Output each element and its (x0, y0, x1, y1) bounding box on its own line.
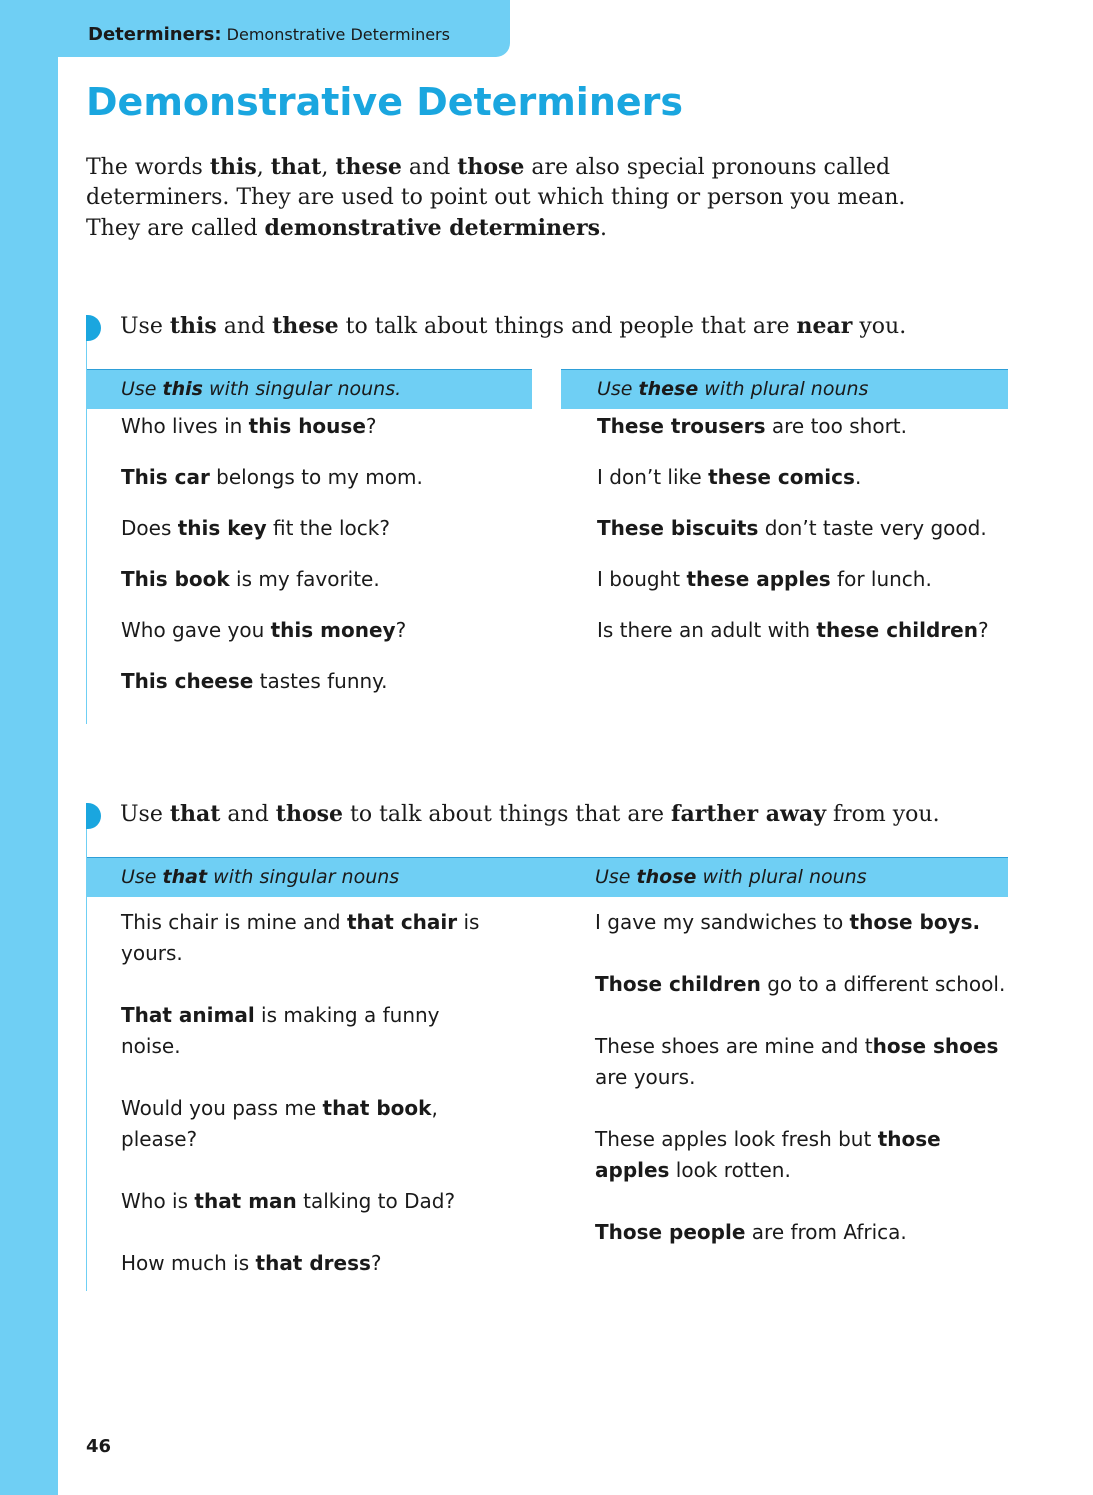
example-sentence (87, 1093, 487, 1155)
sentence-text: Would you pass me (121, 1096, 323, 1120)
sentence-text: I bought (597, 567, 687, 591)
header-text: with plural nouns (696, 866, 867, 888)
intro-paragraph (86, 152, 966, 244)
example-sentence (561, 969, 1008, 1000)
header-text: Use (597, 378, 639, 400)
example-sentence (87, 907, 487, 969)
example-sentence (561, 615, 1008, 646)
header-keyword: that (162, 866, 208, 888)
rule-text: you. (852, 314, 907, 339)
table1-right-header (561, 369, 1008, 409)
highlighted-phrase: That animal (121, 1003, 255, 1027)
rule-keyword: this (169, 313, 217, 339)
highlighted-phrase: these comics (708, 465, 855, 489)
sentence-text: These shoes are mine and t (595, 1034, 873, 1058)
highlighted-phrase: this money (270, 618, 396, 642)
subsection-label: Demonstrative Determiners (226, 25, 450, 44)
sentence-text: Who lives in (121, 414, 249, 438)
highlighted-phrase: Those children (595, 972, 761, 996)
table1-left-header (87, 369, 532, 409)
example-sentence (561, 462, 1008, 493)
header-keyword: this (162, 378, 203, 400)
rule-keyword: near (796, 313, 853, 339)
sentence-text: , please? (121, 1096, 438, 1151)
rule-text: Use (120, 802, 170, 827)
page-title: Demonstrative Determiners (86, 80, 683, 124)
sentence-text: go to a different school. (760, 972, 1006, 996)
rule-keyword: farther away (671, 801, 826, 827)
sentence-text: . (854, 465, 862, 489)
example-sentence (561, 564, 1008, 595)
example-sentence (561, 411, 1008, 442)
example-sentence (87, 564, 532, 595)
highlighted-phrase: this key (177, 516, 267, 540)
sentence-text: How much is (121, 1251, 256, 1275)
header-text: Use (595, 866, 637, 888)
table2-right-header (561, 857, 1008, 897)
sentence-text: I gave my sandwiches to (595, 910, 850, 934)
sentence-text: don’t taste very good. (758, 516, 987, 540)
keyword-term: demonstrative determiners (264, 215, 600, 241)
example-sentence (561, 513, 1008, 544)
highlighted-phrase: These trousers (597, 414, 766, 438)
highlighted-phrase: These biscuits (597, 516, 759, 540)
header-keyword: those (636, 866, 697, 888)
highlighted-phrase: This cheese (121, 669, 254, 693)
example-sentence (561, 1031, 1008, 1093)
sentence-text: is making a funny noise. (121, 1003, 440, 1058)
highlighted-phrase: hose shoes (872, 1034, 999, 1058)
side-color-bar (0, 0, 58, 1495)
highlighted-phrase: Those people (595, 1220, 746, 1244)
intro-text: and (401, 155, 458, 180)
table2-left-column (87, 857, 561, 1279)
intro-text: are also special pronouns called determiners. They are used to point out which thing or person you mean. They are called (86, 155, 906, 241)
highlighted-phrase: that chair (347, 910, 458, 934)
sentence-text: ? (370, 1251, 382, 1275)
keyword-these: these (335, 154, 402, 180)
sentence-text: is yours. (121, 910, 480, 965)
highlighted-phrase: that book (322, 1096, 432, 1120)
example-sentence (87, 462, 532, 493)
sentence-text: Is there an adult with (597, 618, 817, 642)
example-sentence (87, 666, 532, 697)
sentence-text: ? (978, 618, 989, 642)
highlighted-phrase: these apples (686, 567, 831, 591)
header-text: with singular nouns (207, 866, 400, 888)
sentence-text: are too short. (765, 414, 907, 438)
sentence-text: Does (121, 516, 178, 540)
intro-punct: . (599, 216, 607, 241)
sentence-text: look rotten. (669, 1158, 791, 1182)
intro-punct: , (256, 155, 271, 180)
header-text: Use (121, 378, 163, 400)
sentence-text: Who gave you (121, 618, 271, 642)
highlighted-phrase: This book (121, 567, 230, 591)
rule-text: and (216, 314, 273, 339)
rule-text: and (220, 802, 276, 827)
rule-keyword: these (272, 313, 339, 339)
table2-right-column (561, 857, 1008, 1248)
example-sentence (87, 615, 532, 646)
highlighted-phrase: This car (121, 465, 210, 489)
sentence-text: This chair is mine and (121, 910, 347, 934)
intro-text: The words (86, 155, 210, 180)
highlighted-phrase: that dress (255, 1251, 371, 1275)
table1-right-column (561, 369, 1008, 646)
rule-text: from you. (825, 802, 940, 827)
sentence-text: talking to Dad? (296, 1189, 456, 1213)
sentence-text: ? (395, 618, 407, 642)
sentence-text: ? (365, 414, 377, 438)
example-sentence (561, 1217, 1008, 1248)
sentence-text: belongs to my mom. (209, 465, 423, 489)
keyword-this: this (209, 154, 257, 180)
keyword-those: those (457, 154, 525, 180)
rule-text: to talk about things and people that are (338, 314, 797, 339)
section-label: Determiners: (88, 24, 222, 45)
header-keyword: these (638, 378, 699, 400)
sentence-text: are from Africa. (745, 1220, 907, 1244)
table2-left-header (87, 857, 561, 897)
highlighted-phrase: those apples (595, 1127, 941, 1182)
highlighted-phrase: these children (816, 618, 978, 642)
highlighted-phrase: those boys. (849, 910, 981, 934)
highlighted-phrase: this house (248, 414, 366, 438)
highlighted-phrase: that man (194, 1189, 297, 1213)
rule-that-those (120, 801, 940, 827)
example-sentence (561, 1124, 1008, 1186)
example-sentence (87, 1248, 487, 1279)
page-number: 46 (86, 1436, 112, 1457)
sentence-text: Who is (121, 1189, 195, 1213)
header-text: with plural nouns (698, 378, 869, 400)
sentence-text: I don’t like (597, 465, 709, 489)
example-sentence (87, 1000, 487, 1062)
sentence-text: are yours. (595, 1065, 696, 1089)
rule-keyword: that (169, 801, 221, 827)
example-sentence (87, 411, 532, 442)
sentence-text: These apples look fresh but (595, 1127, 878, 1151)
header-text: Use (121, 866, 163, 888)
rule-text: Use (120, 314, 170, 339)
section2-marker (86, 803, 101, 829)
sentence-text: for lunch. (830, 567, 932, 591)
sentence-text: fit the lock? (266, 516, 390, 540)
rule-text: to talk about things that are (343, 802, 672, 827)
sentence-text: tastes funny. (253, 669, 388, 693)
section-header-tab (0, 0, 510, 57)
example-sentence (561, 907, 1008, 938)
example-sentence (87, 513, 532, 544)
header-text: with singular nouns. (202, 378, 402, 400)
section1-marker (86, 315, 101, 341)
table1-left-column (87, 369, 532, 697)
intro-punct: , (321, 155, 336, 180)
rule-keyword: those (275, 801, 343, 827)
example-sentence (87, 1186, 487, 1217)
sentence-text: is my favorite. (229, 567, 380, 591)
keyword-that: that (270, 154, 322, 180)
rule-this-these (120, 313, 906, 339)
